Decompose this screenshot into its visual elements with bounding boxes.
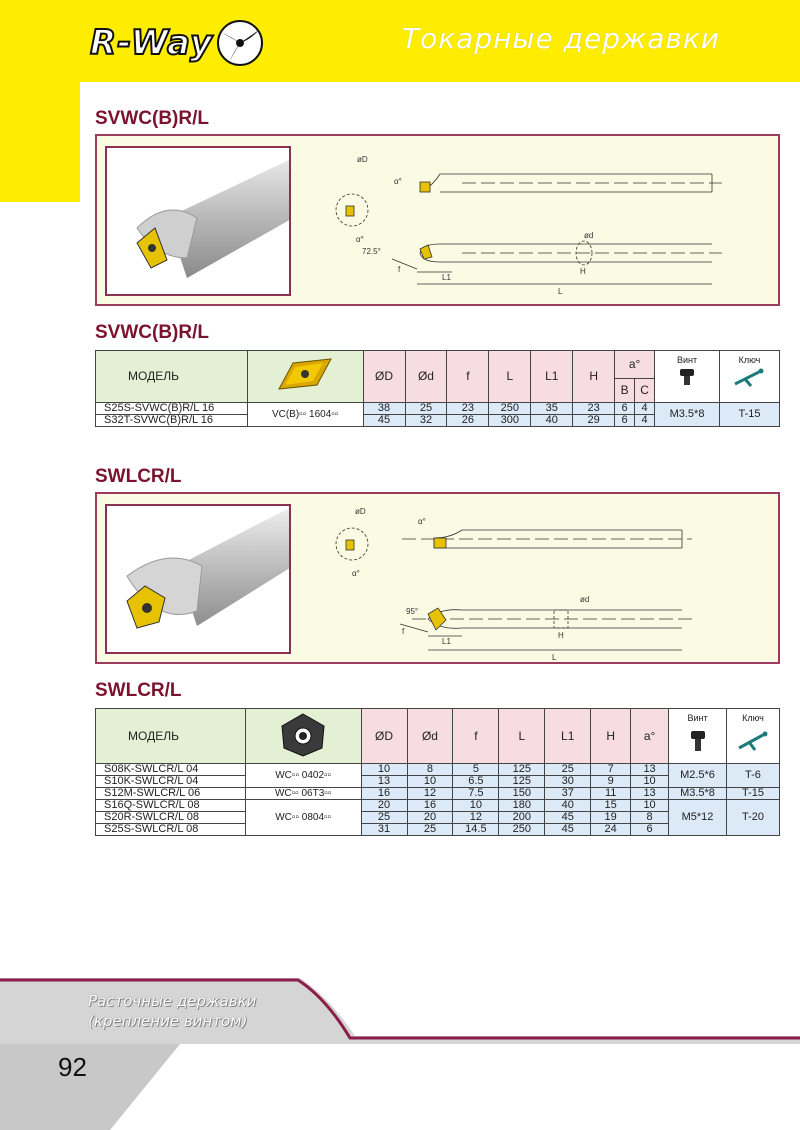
section2-angle-label: 95° xyxy=(406,607,419,616)
table2-screw: M3.5*8 xyxy=(669,788,727,800)
torx-key-icon xyxy=(731,368,767,388)
table2-screw: M5*12 xyxy=(669,800,727,836)
table2-screw: M2.5*6 xyxy=(669,764,727,788)
table2-cell: 30 xyxy=(545,776,591,788)
section2-H-label: H xyxy=(558,631,564,640)
table2-cell: 10 xyxy=(631,800,669,812)
table2-cell: 10 xyxy=(453,800,499,812)
table2-cell: 19 xyxy=(591,812,631,824)
section2-technical-drawing xyxy=(322,498,742,663)
table2-cell: 13 xyxy=(631,764,669,776)
table2-header-f: f xyxy=(453,709,499,764)
table2-title: SWLCR/L xyxy=(95,680,182,701)
table2-cell: 25 xyxy=(361,812,407,824)
section2-oD-label: øD xyxy=(355,507,366,516)
header-side-band xyxy=(0,82,80,202)
section2-title: SWLCR/L xyxy=(95,466,182,487)
table2-cell: 16 xyxy=(407,800,453,812)
screw-icon xyxy=(677,368,697,386)
table2-key: T-6 xyxy=(726,764,779,788)
table1-row-model: S32T-SVWC(B)R/L 16 xyxy=(96,415,248,427)
screw-icon xyxy=(688,730,708,752)
table1-header-D: ØD xyxy=(363,351,405,403)
table2-key: T-15 xyxy=(726,788,779,800)
table2-cell: 20 xyxy=(361,800,407,812)
table2-cell: 45 xyxy=(545,824,591,836)
table1-cell: 25 xyxy=(405,403,447,415)
table1-key: T-15 xyxy=(719,403,779,427)
table2-cell: 7.5 xyxy=(453,788,499,800)
table1 xyxy=(95,350,780,427)
section2-tool-photo xyxy=(105,504,291,654)
section1-H-label: H xyxy=(580,267,586,276)
table2-row-model: S08K-SWLCR/L 04 xyxy=(96,764,246,776)
table1-screw: M3.5*8 xyxy=(655,403,720,427)
table1-cell: 32 xyxy=(405,415,447,427)
logo-spiral-icon xyxy=(215,18,265,68)
table2-cell: 24 xyxy=(591,824,631,836)
table2-cell: 45 xyxy=(545,812,591,824)
table2-cell: 10 xyxy=(631,776,669,788)
section2-alpha-top-label: α° xyxy=(418,517,426,526)
table2-cell: 11 xyxy=(591,788,631,800)
table1-cell: 26 xyxy=(447,415,489,427)
table2-cell: 14.5 xyxy=(453,824,499,836)
footer-line1: Расточные державки xyxy=(88,992,257,1010)
table2-cell: 13 xyxy=(631,788,669,800)
table2-insert: WC▫▫ 06T3▫▫ xyxy=(245,788,361,800)
table1-header-f: f xyxy=(447,351,489,403)
table2-cell: 20 xyxy=(407,812,453,824)
table2-cell: 125 xyxy=(499,776,545,788)
table2-header-screw xyxy=(669,709,727,764)
table2-cell: 125 xyxy=(499,764,545,776)
table2-row-model: S12M-SWLCR/L 06 xyxy=(96,788,246,800)
table1-cell: 23 xyxy=(447,403,489,415)
table2-cell: 8 xyxy=(407,764,453,776)
table1-header-insert-image xyxy=(247,351,363,403)
table2-cell: 10 xyxy=(407,776,453,788)
table1-cell: 40 xyxy=(531,415,573,427)
footer-line2: (крепление винтом) xyxy=(88,1012,248,1030)
table2-row-model: S20R-SWLCR/L 08 xyxy=(96,812,246,824)
table1-cell: 300 xyxy=(489,415,531,427)
table2-cell: 13 xyxy=(361,776,407,788)
logo xyxy=(90,18,265,68)
table2-cell: 9 xyxy=(591,776,631,788)
section1-title: SVWC(B)R/L xyxy=(95,108,209,129)
table2-insert: WC▫▫ 0804▫▫ xyxy=(245,800,361,836)
section1-angle-label: 72.5° xyxy=(362,247,381,256)
table2-cell: 10 xyxy=(361,764,407,776)
table2-key: T-20 xyxy=(726,800,779,836)
table2-header-D: ØD xyxy=(361,709,407,764)
table1-insert: VC(B)▫▫ 1604▫▫ xyxy=(247,403,363,427)
table1-cell: 45 xyxy=(363,415,405,427)
table1-header-d: Ød xyxy=(405,351,447,403)
table2-cell: 15 xyxy=(591,800,631,812)
table1-cell: 4 xyxy=(635,415,655,427)
table2-cell: 180 xyxy=(499,800,545,812)
table1-cell: 6 xyxy=(615,415,635,427)
table1-header-model: МОДЕЛЬ xyxy=(96,351,248,403)
wcmt-insert-icon xyxy=(278,712,328,758)
logo-text: R-Way xyxy=(90,23,214,63)
torx-key-icon xyxy=(735,730,771,752)
table1-header-screw xyxy=(655,351,720,403)
page-number: 92 xyxy=(58,1052,87,1082)
table2-cell: 16 xyxy=(361,788,407,800)
table2-cell: 37 xyxy=(545,788,591,800)
table2-insert: WC▫▫ 0402▫▫ xyxy=(245,764,361,788)
section1-L-label: L xyxy=(558,287,563,296)
table1-cell: 6 xyxy=(615,403,635,415)
table2-row-model: S25S-SWLCR/L 08 xyxy=(96,824,246,836)
table2-cell: 6 xyxy=(631,824,669,836)
table2-header-H: H xyxy=(591,709,631,764)
table2-header-a: a° xyxy=(631,709,669,764)
section1-od-label: ød xyxy=(584,231,594,240)
table2-cell: 25 xyxy=(545,764,591,776)
table1-cell: 29 xyxy=(573,415,615,427)
section2-L-label: L xyxy=(552,653,557,662)
section1-oD-label: øD xyxy=(357,155,368,164)
vbmt-insert-icon xyxy=(275,355,335,395)
table2-key-label: Ключ xyxy=(742,713,764,723)
table1-cell: 250 xyxy=(489,403,531,415)
section2-f-label: f xyxy=(402,627,405,636)
table1-cell: 35 xyxy=(531,403,573,415)
section2-L1-label: L1 xyxy=(442,637,451,646)
table2-cell: 31 xyxy=(361,824,407,836)
table2-cell: 5 xyxy=(453,764,499,776)
section1-technical-drawing xyxy=(322,144,742,304)
table1-screw-label: Винт xyxy=(676,355,698,365)
table1-header-B: B xyxy=(615,379,635,403)
section1-figure-box xyxy=(95,134,780,306)
table2-cell: 7 xyxy=(591,764,631,776)
table2-cell: 12 xyxy=(453,812,499,824)
section1-tool-photo xyxy=(105,146,291,296)
section2-od-label: ød xyxy=(580,595,590,604)
table2-cell: 200 xyxy=(499,812,545,824)
table2-cell: 40 xyxy=(545,800,591,812)
section1-L1-label: L1 xyxy=(442,273,451,282)
table2-header-d: Ød xyxy=(407,709,453,764)
table2-header-insert-image xyxy=(245,709,361,764)
section1-alpha-label: α° xyxy=(356,235,364,244)
table2 xyxy=(95,708,780,836)
section1-f-label: f xyxy=(398,265,401,274)
table1-title: SVWC(B)R/L xyxy=(95,322,209,343)
table2-header-model: МОДЕЛЬ xyxy=(96,709,246,764)
table1-header-C: C xyxy=(635,379,655,403)
table2-cell: 12 xyxy=(407,788,453,800)
table1-header-key xyxy=(719,351,779,403)
section2-alpha-label: α° xyxy=(352,569,360,578)
table1-key-label: Ключ xyxy=(738,355,761,365)
table1-cell: 23 xyxy=(573,403,615,415)
table2-header-L: L xyxy=(499,709,545,764)
page-category-title: Токарные державки xyxy=(402,22,720,55)
table1-cell: 4 xyxy=(635,403,655,415)
table2-cell: 25 xyxy=(407,824,453,836)
table2-row-model: S10K-SWLCR/L 04 xyxy=(96,776,246,788)
table2-cell: 150 xyxy=(499,788,545,800)
table2-screw-label: Винт xyxy=(687,713,708,723)
table2-cell: 6.5 xyxy=(453,776,499,788)
table1-header-H: H xyxy=(573,351,615,403)
section1-alpha-top-label: α° xyxy=(394,177,402,186)
table1-header-L: L xyxy=(489,351,531,403)
table2-cell: 250 xyxy=(499,824,545,836)
table2-header-L1: L1 xyxy=(545,709,591,764)
table2-row-model: S16Q-SWLCR/L 08 xyxy=(96,800,246,812)
table1-cell: 38 xyxy=(363,403,405,415)
table1-header-a: a° xyxy=(615,351,655,379)
table2-cell: 8 xyxy=(631,812,669,824)
table2-header-key xyxy=(726,709,779,764)
table1-header-L1: L1 xyxy=(531,351,573,403)
section2-figure-box xyxy=(95,492,780,664)
table1-row-model: S25S-SVWC(B)R/L 16 xyxy=(96,403,248,415)
